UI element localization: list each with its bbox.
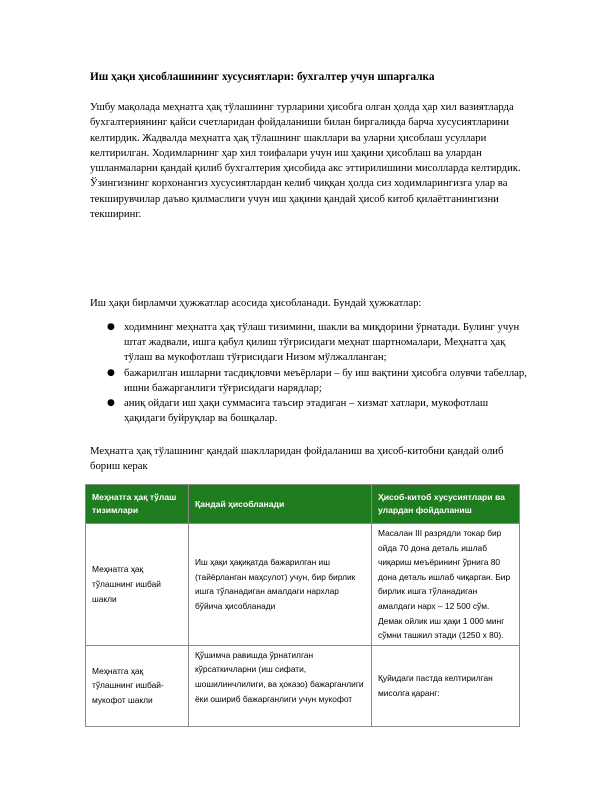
documents-lead-paragraph: Иш ҳақи бирламчи ҳужжатлар асосида ҳисобланади. Бундай ҳужжатлар: <box>90 297 422 309</box>
table-cell: Қўшимча равишда ўрнатилган кўрсаткичларни (иш сифати, шошилинчлилиги, ва ҳоказо) бажарганлиги ёки ошириб бажарганлиги учун мукофот <box>189 645 372 726</box>
table-intro-paragraph: Меҳнатга ҳақ тўлашнинг қандай шаклларидан фойдаланиш ва ҳисоб-китобни қандай олиб бориш керак <box>90 445 504 473</box>
bullet-icon: ● <box>107 367 115 378</box>
bullet-item <box>90 396 530 426</box>
table-cell: Қуйидаги пастда келтирилган мисолга қаранг: <box>372 645 520 726</box>
table-row <box>86 524 520 646</box>
table-cell: Иш ҳақи ҳақиқатда бажарилган иш (тайёрланган маҳсулот) учун, бир бирлик ишга тўланадиган амалдаги нархлар бўйича ҳисобланади <box>189 524 372 646</box>
bullet-item <box>90 366 530 396</box>
column-header-features: Ҳисоб-китоб хусусиятлари ва улардан фойдаланиш <box>372 485 520 524</box>
bullet-item <box>90 320 530 366</box>
table-cell: Меҳнатга ҳақ тўлашнинг ишбай-мукофот шакли <box>86 645 189 726</box>
bullet-icon: ● <box>107 322 115 332</box>
payment-forms-table <box>85 484 520 727</box>
table-header-row <box>86 485 520 524</box>
bullet-icon: ● <box>107 398 115 409</box>
table-cell: Масалан III разрядли токар бир ойда 70 дона деталь ишлаб чиқариш меъёрининг ўрнига 80 дона деталь ишлаб чиқарган. Бир бирлик ишга тўланадиган амалдаги нарх – 12 500 сўм. Демак ойлик иш ҳақи 1 000 минг сўмни ташкил этади (1250 х 80). <box>372 524 520 646</box>
intro-paragraph: Ушбу мақолада меҳнатга ҳақ тўлашнинг турларини ҳисобга олган ҳолда ҳар хил вазиятларда бухгалтериянинг қайси счетларидан фойдаланиши билан биргаликда барча хусусиятларини келтирдик. Жадвалда меҳнатга ҳақ тўлашнинг шакллари ва уларни ҳисоблаш усуллари келтирилган. Ходимларнинг ҳар хил тоифалари учун иш ҳақини ҳисоблаш ва улардан ушланмаларни қандай қилиб бухгалтерия ҳисобида акс эттирилишини мисолларда келтирдик. Ўзингизнинг корхонангиз хусусиятлардан келиб чиққан ҳолда сиз ходимларингизга улар ва текширувчилар даъво қилмаслиги учун иш ҳақини қандай ҳисоб китоб қилаётганингизни текширинг. <box>90 101 521 221</box>
bullet-text: ходимнинг меҳнатга ҳақ тўлаш тизимини, шакли ва миқдорини ўрнатади. Булинг учун штат жадвали, ишга қабул қилиш тўғрисидаги меҳнат шартномалари, Меҳнатга ҳақ тўлаш ва мукофотлаш тўғрисидаги Низом мўлжалланган; <box>124 321 520 364</box>
document-title: Иш ҳақи ҳисоблашининг хусусиятлари: бухгалтер учун шпаргалка <box>90 71 435 83</box>
table-cell: Меҳнатга ҳақ тўлашнинг ишбай шакли <box>86 524 189 646</box>
bullet-text: бажарилган ишларни тасдиқловчи меъёрлари – бу иш вақтини ҳисобга олувчи табеллар, ишни бажарганлиги тўғрисидаги нарядлар; <box>124 366 527 394</box>
table-row <box>86 645 520 726</box>
column-header-systems: Меҳнатга ҳақ тўлаш тизимлари <box>86 485 189 524</box>
bullet-text: аниқ ойдаги иш ҳақи суммасига таъсир этадиган – хизмат хатлари, мукофотлаш ҳақидаги буйруқлар ва бошқалар. <box>124 397 489 425</box>
documents-bullet-list <box>90 320 530 426</box>
column-header-calculation: Қандай ҳисобланади <box>189 485 372 524</box>
